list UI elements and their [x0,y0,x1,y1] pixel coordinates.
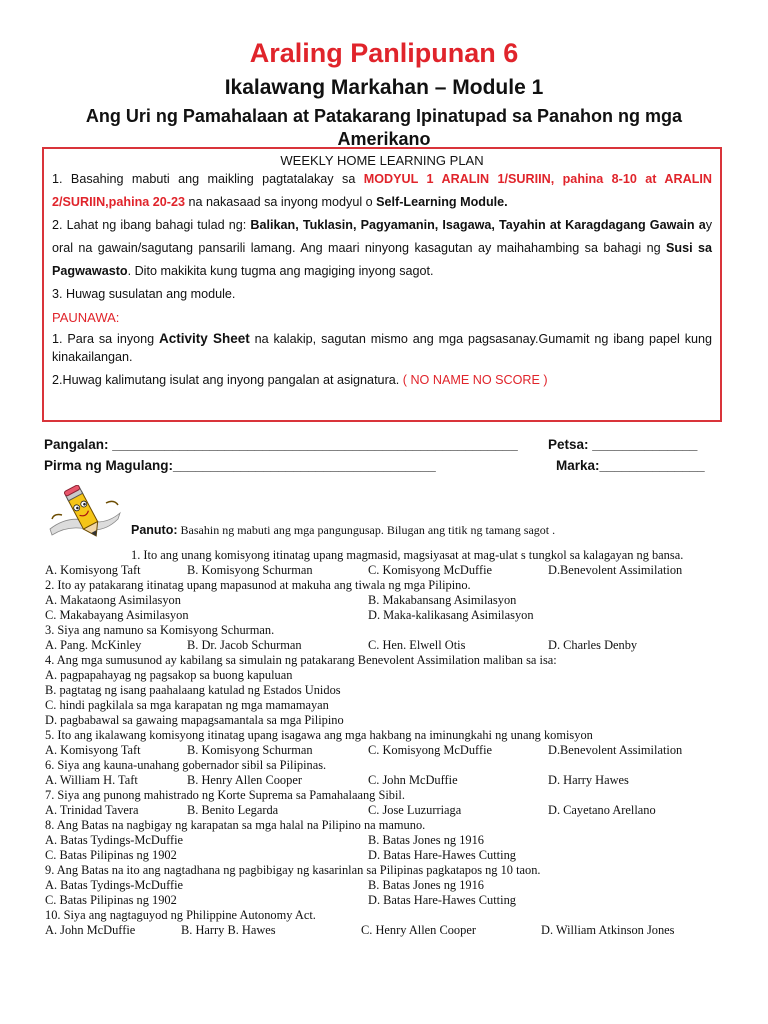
choices-row [45,638,723,653]
choices-row [45,848,723,863]
question-1: 1. Ito ang unang komisyong itinatag upang magmasid, magsiyasat at mag-ulat s tungkol sa kalagayan ng bansa. [131,548,684,562]
choice-option[interactable]: A. pagpapahayag ng pagsakop sa buong kapuluan [45,668,293,682]
quiz [45,548,723,938]
choices-row [45,713,723,728]
plan-item-1-slm: Self-Learning Module. [376,195,508,209]
choice-option[interactable]: C. Henry Allen Cooper [361,923,476,937]
question-6: 6. Siya ang kauna-unahang gobernador sibil sa Pilipinas. [45,758,327,772]
question-8: 8. Ang Batas na nagbigay ng karapatan sa mga halal na Pilipino na mamuno. [45,818,426,832]
choice-option[interactable]: B. Henry Allen Cooper [187,773,302,787]
choice-option[interactable]: B. Harry B. Hawes [181,923,276,937]
choice-option[interactable]: A. Trinidad Tavera [45,803,139,817]
choice-option[interactable]: A. John McDuffie [45,923,136,937]
panuto-text: Basahin ng mabuti ang mga pangungusap. Bilugan ang titik ng tamang sagot . [177,523,556,537]
plan-heading: WEEKLY HOME LEARNING PLAN [280,153,484,168]
plan-item-1-text-2: na nakasaad sa inyong modyul o [184,195,377,209]
choice-option[interactable]: D. Batas Hare-Hawes Cutting [368,848,516,862]
plan-item-3: 3. Huwag susulatan ang module. [52,287,236,301]
choice-option[interactable]: C. Batas Pilipinas ng 1902 [45,848,177,862]
question-9: 9. Ang Batas na ito ang nagtadhana ng pagbibigay ng kasarinlan sa Pilipinas pagkatapos ng 10 taon. [45,863,541,877]
note-1-text: 1. Para sa inyong [52,332,160,346]
note-2 [52,369,712,392]
plan-item-2-text: 2. Lahat ng ibang bahagi tulad ng: [52,218,251,232]
paunawa-label: PAUNAWA: [52,310,120,325]
choice-option[interactable]: A. Makataong Asimilasyon [45,593,181,607]
choices-row [45,878,723,893]
choice-option[interactable]: D. Batas Hare-Hawes Cutting [368,893,516,907]
plan-item-2-text-2: y oral na gawain/sagutang pansarili lamang. Ang maari ninyong kasagutan ay maihahambing sa bahagi ng [52,218,712,255]
module-subtitle: Ikalawang Markahan – Module 1 [224,76,544,99]
question-10: 10. Siya ang nagtaguyod ng Philippine Autonomy Act. [45,908,316,922]
choices-row [45,803,723,818]
choice-option[interactable]: B. Makabansang Asimilasyon [368,593,517,607]
choices-row [45,773,723,788]
choices-row [45,923,723,938]
choice-option[interactable]: B. pagtatag ng isang paahalaang katulad ng Estados Unidos [45,683,341,697]
plan-item-2-text-3: . Dito makikita kung tugma ang magiging inyong sagot. [127,264,434,278]
choice-option[interactable]: A. Batas Tydings-McDuffie [45,833,184,847]
choices-row [45,893,723,908]
choice-option[interactable]: C. Komisyong McDuffie [368,563,493,577]
note-1-activity-sheet: Activity Sheet [159,331,250,346]
question-2: 2. Ito ay patakarang itinatag upang mapasunod at makuha ang tiwala ng mga Pilipino. [45,578,471,592]
pencil-mascot-icon [48,485,122,543]
choice-option[interactable]: D. Harry Hawes [548,773,629,787]
pangalan-field[interactable]: Pangalan: ______________________________________________________ [44,437,518,452]
choice-option[interactable]: D. Cayetano Arellano [548,803,656,817]
note-2-text: 2.Huwag kalimutang isulat ang inyong pangalan at asignatura. [52,373,403,387]
choice-option[interactable]: A. Komisyong Taft [45,563,141,577]
choice-option[interactable]: D.Benevolent Assimilation [548,563,683,577]
pirma-field[interactable]: Pirma ng Magulang:___________________________________ [44,458,436,473]
choice-option[interactable]: C. Komisyong McDuffie [368,743,493,757]
choice-option[interactable]: D. Maka-kalikasang Asimilasyon [368,608,534,622]
plan-item-2 [52,214,712,283]
note-1 [52,330,712,366]
marka-field[interactable]: Marka:______________ [556,458,705,473]
choice-option[interactable]: A. William H. Taft [45,773,138,787]
petsa-field[interactable]: Petsa: ______________ [548,437,698,452]
choice-option[interactable]: C. John McDuffie [368,773,458,787]
question-4: 4. Ang mga sumusunod ay kabilang sa simulain ng patakarang Benevolent Assimilation maliban sa isa: [45,653,557,667]
choice-option[interactable]: A. Batas Tydings-McDuffie [45,878,184,892]
choices-row [45,608,723,623]
choice-option[interactable]: B. Batas Jones ng 1916 [368,878,484,892]
instructions [131,523,555,538]
choice-option[interactable]: A. Komisyong Taft [45,743,141,757]
choice-option[interactable]: B. Dr. Jacob Schurman [187,638,302,652]
choice-option[interactable]: C. Makabayang Asimilasyon [45,608,189,622]
choice-option[interactable]: D.Benevolent Assimilation [548,743,683,757]
choice-option[interactable]: B. Batas Jones ng 1916 [368,833,484,847]
question-5: 5. Ito ang ikalawang komisyong itinatag upang isagawa ang mga hakbang na iminungkahi ng unang komisyon [45,728,593,742]
choice-option[interactable]: B. Komisyong Schurman [187,743,313,757]
module-title: Araling Panlipunan 6 [249,38,519,68]
plan-item-2-answer-key: Susi sa Pagwawasto [52,241,712,278]
choice-option[interactable]: D. William Atkinson Jones [541,923,675,937]
choices-row [45,833,723,848]
choice-option[interactable]: D. Charles Denby [548,638,638,652]
choice-option[interactable]: A. Pang. McKinley [45,638,142,652]
choice-option[interactable]: B. Benito Legarda [187,803,279,817]
choice-option[interactable]: C. hindi pagkilala sa mga karapatan ng mga mamamayan [45,698,329,712]
note-1-text-2: na kalakip, sagutan mismo ang mga pagsasanay.Gumamit ng ibang papel kung kinakailangan. [52,332,713,364]
question-7: 7. Siya ang punong mahistrado ng Korte Suprema sa Pamahalaang Sibil. [45,788,405,802]
choices-row [45,743,723,758]
choices-row [45,563,723,578]
plan-item-2-parts: Balikan, Tuklasin, Pagyamanin, Isagawa, Tayahin at Karagdagang Gawain a [250,218,706,232]
choices-row [45,683,723,698]
panuto-label: Panuto: [131,523,178,537]
choice-option[interactable]: C. Jose Luzurriaga [368,803,462,817]
choices-row [45,698,723,713]
question-3: 3. Siya ang namuno sa Komisyong Schurman. [45,623,275,637]
plan-item-1 [52,168,712,214]
no-name-no-score: ( NO NAME NO SCORE ) [402,373,548,387]
choice-option[interactable]: B. Komisyong Schurman [187,563,313,577]
choices-row [45,668,723,683]
plan-item-1-text: 1. Basahing mabuti ang maikling pagtatalakay sa [52,172,364,186]
module-topic: Ang Uri ng Pamahalaan at Patakarang Ipinatupad sa Panahon ng mga Amerikano [85,106,683,149]
plan-item-1-module-ref: MODYUL 1 ARALIN 1/SURIIN, pahina 8-10 at ARALIN 2/SURIIN,pahina 20-23 [52,172,712,209]
choices-row [45,593,723,608]
choice-option[interactable]: D. pagbabawal sa gawaing mapagsamantala sa mga Pilipino [45,713,344,727]
choice-option[interactable]: C. Hen. Elwell Otis [368,638,466,652]
weekly-plan-box [42,147,722,422]
choice-option[interactable]: C. Batas Pilipinas ng 1902 [45,893,177,907]
